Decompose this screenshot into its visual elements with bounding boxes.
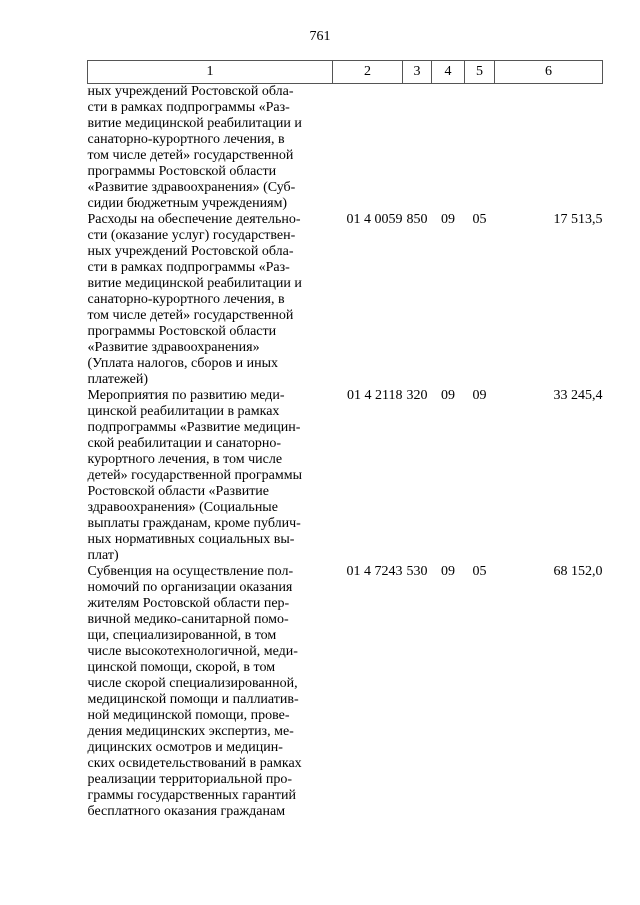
column-header-2: 2 [333, 61, 403, 84]
row-description: Субвенция на осуществление пол- номочий по организации оказания жителям Ростовской области пер- вичной медико-санитарной помо- щи, специализированной, в том числе высокотехнологичной, меди- цинской помощи, скорой, в том числе скорой специализированной, медицинской помощи и паллиатив- ной медицинской помощи, прове- дения медицинских экспертиз, ме- дицинских осмотров и медицин- ских освидетельствований в рамках реализации территориальной про- граммы государственных гарантий бесплатного оказания гражданам [87, 564, 302, 819]
table-row [88, 388, 603, 564]
table-row [88, 564, 603, 820]
row-target-code: 01 4 0059 [346, 212, 403, 227]
row-expense-type: 850 [406, 212, 428, 227]
row-subsection [465, 84, 495, 213]
row-description-cell [88, 564, 333, 820]
row-description: ных учреждений Ростовской обла- сти в рамках подпрограммы «Раз- витие медицинской реабилитации и санаторно-курортного лечения, в том числе детей» государственной программы Ростовской области «Развитие здравоохранения» (Суб- сидии бюджетным учреждениям) [87, 84, 302, 211]
row-expense-type: 530 [406, 564, 428, 579]
page-number: 761 [309, 29, 331, 44]
column-header-4: 4 [432, 61, 465, 84]
row-section [432, 84, 465, 213]
row-description-cell [88, 388, 333, 564]
row-section: 09 [441, 388, 455, 403]
row-amount: 33 245,4 [553, 388, 603, 403]
column-header-5: 5 [465, 61, 495, 84]
row-description-cell [88, 212, 333, 388]
row-target-code [333, 84, 403, 213]
table-row [88, 84, 603, 213]
row-section: 09 [441, 564, 455, 579]
row-expense-type [403, 84, 432, 213]
row-description-cell [88, 84, 333, 213]
row-expense-type: 320 [406, 388, 428, 403]
row-description: Мероприятия по развитию меди- цинской реабилитации в рамках подпрограммы «Развитие медицин- ской реабилитации и санаторно- курортного лечения, в том числе детей» государственной программы Ростовской области «Развитие здравоохранения» (Социальные выплаты гражданам, кроме публич- ных нормативных социальных вы- плат) [87, 388, 303, 563]
row-subsection: 05 [472, 564, 487, 579]
table-header [88, 61, 603, 84]
row-amount: 17 513,5 [553, 212, 603, 227]
column-header-3: 3 [403, 61, 432, 84]
row-description: Расходы на обеспечение деятельно- сти (оказание услуг) государствен- ных учреждений Ростовской обла- сти в рамках подпрограммы «Раз- витие медицинской реабилитации и санаторно-курортного лечения, в том числе детей» государственной программы Ростовской области «Развитие здравоохранения» (Уплата налогов, сборов и иных платежей) [87, 212, 302, 387]
row-target-code: 01 4 2118 [347, 388, 403, 403]
budget-table [87, 60, 603, 820]
row-subsection: 09 [472, 388, 487, 403]
row-section: 09 [441, 212, 455, 227]
row-amount: 68 152,0 [553, 564, 603, 579]
row-amount [495, 84, 603, 213]
table-body [88, 84, 603, 821]
row-target-code: 01 4 7243 [346, 564, 403, 579]
column-header-6: 6 [495, 61, 603, 84]
row-subsection: 05 [472, 212, 487, 227]
column-header-1: 1 [88, 61, 333, 84]
table-row [88, 212, 603, 388]
